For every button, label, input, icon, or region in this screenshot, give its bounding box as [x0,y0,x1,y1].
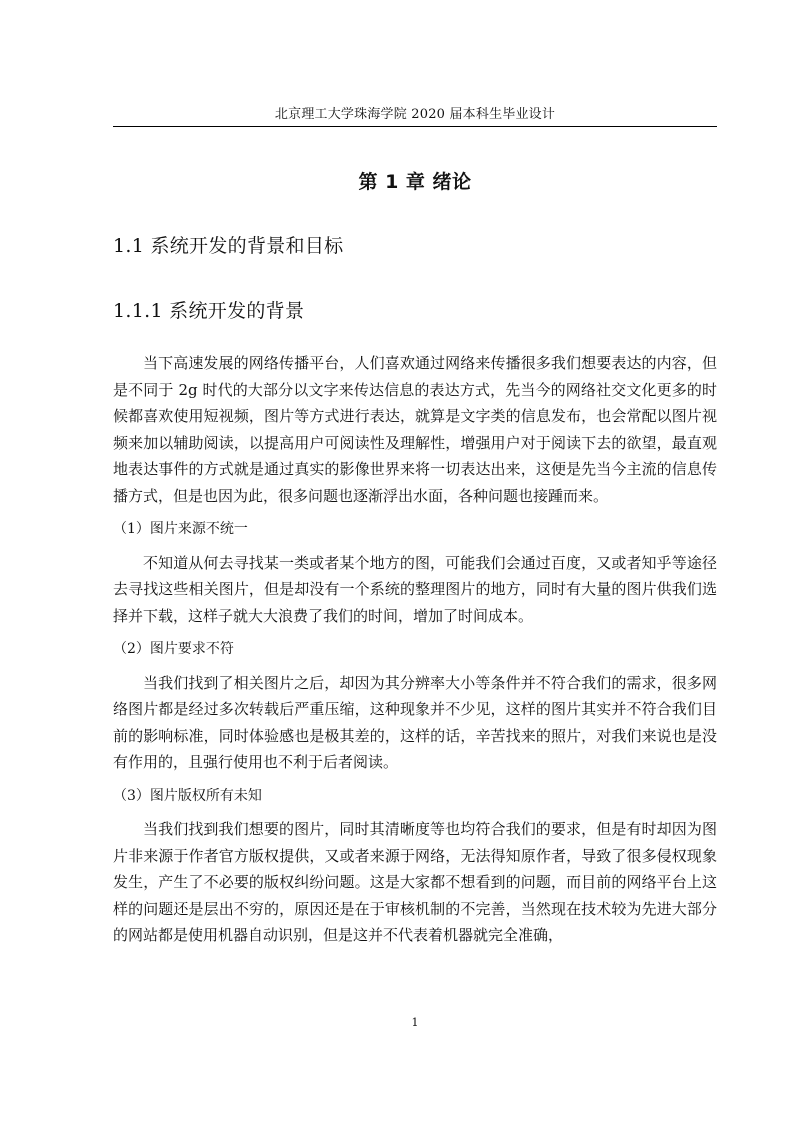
section-heading: 1.1 系统开发的背景和目标 [113,235,344,257]
page-header: 北京理工大学珠海学院 2020 届本科生毕业设计 [274,107,556,122]
item-label-3: （3）图片版权所有未知 [113,787,262,804]
chapter-title: 第 1 章 绪论 [358,171,472,193]
item-label-1: （1）图片来源不统一 [113,521,248,537]
body-text [113,350,717,949]
header-divider [113,126,717,127]
item-paragraph-2: 当我们找到了相关图片之后，却因为其分辨率大小等条件并不符合我们的需求，很多网络图片都是经过多次转载后严重压缩，这种现象并不少见，这样的图片其实并不符合我们目前的影响标准，同时体验感也是极其差的，这样的话，辛苦找来的照片，对我们来说也是没有作用的，且强行使用也不利于后者阅读。 [113,673,717,771]
item-paragraph-1: 不知道从何去寻找某一类或者某个地方的图，可能我们会通过百度，又或者知乎等途径去寻找这些相关图片，但是却没有一个系统的整理图片的地方，同时有大量的图片供我们选择并下载，这样子就大大浪费了我们的时间，增加了时间成本。 [113,553,717,625]
intro-paragraph: 当下高速发展的网络传播平台，人们喜欢通过网络来传播很多我们想要表达的内容，但是不同于 2g 时代的大部分以文字来传达信息的表达方式，先当今的网络社交文化更多的时候都喜欢使用短视频，图片等方式进行表达，就算是文字类的信息发布，也会常配以图片视频来加以辅助阅读，以提高用户可阅读性及理解性，增强用户对于阅读下去的欲望，最直观地表达事件的方式就是通过真实的影像世界来将一切表达出来，这便是先当今主流的信息传播方式，但是也因为此，很多问题也逐渐浮出水面，各种问题也接踵而来。 [113,354,717,505]
item-label-2: （2）图片要求不符 [113,641,234,657]
page-number: 1 [411,1016,419,1029]
item-paragraph-3: 当我们找到我们想要的图片，同时其清晰度等也均符合我们的要求，但是有时却因为图片非来源于作者官方版权提供，又或者来源于网络，无法得知原作者，导致了很多侵权现象发生，产生了不必要的版权纠纷问题。这是大家都不想看到的问题，而目前的网络平台上这样的问题还是层出不穷的，原因还是在于审核机制的不完善，当然现在技术较为先进大部分的网站都是使用机器自动识别，但是这并不代表着机器就完全准确， [113,820,717,944]
subsection-heading: 1.1.1 系统开发的背景 [113,300,305,322]
